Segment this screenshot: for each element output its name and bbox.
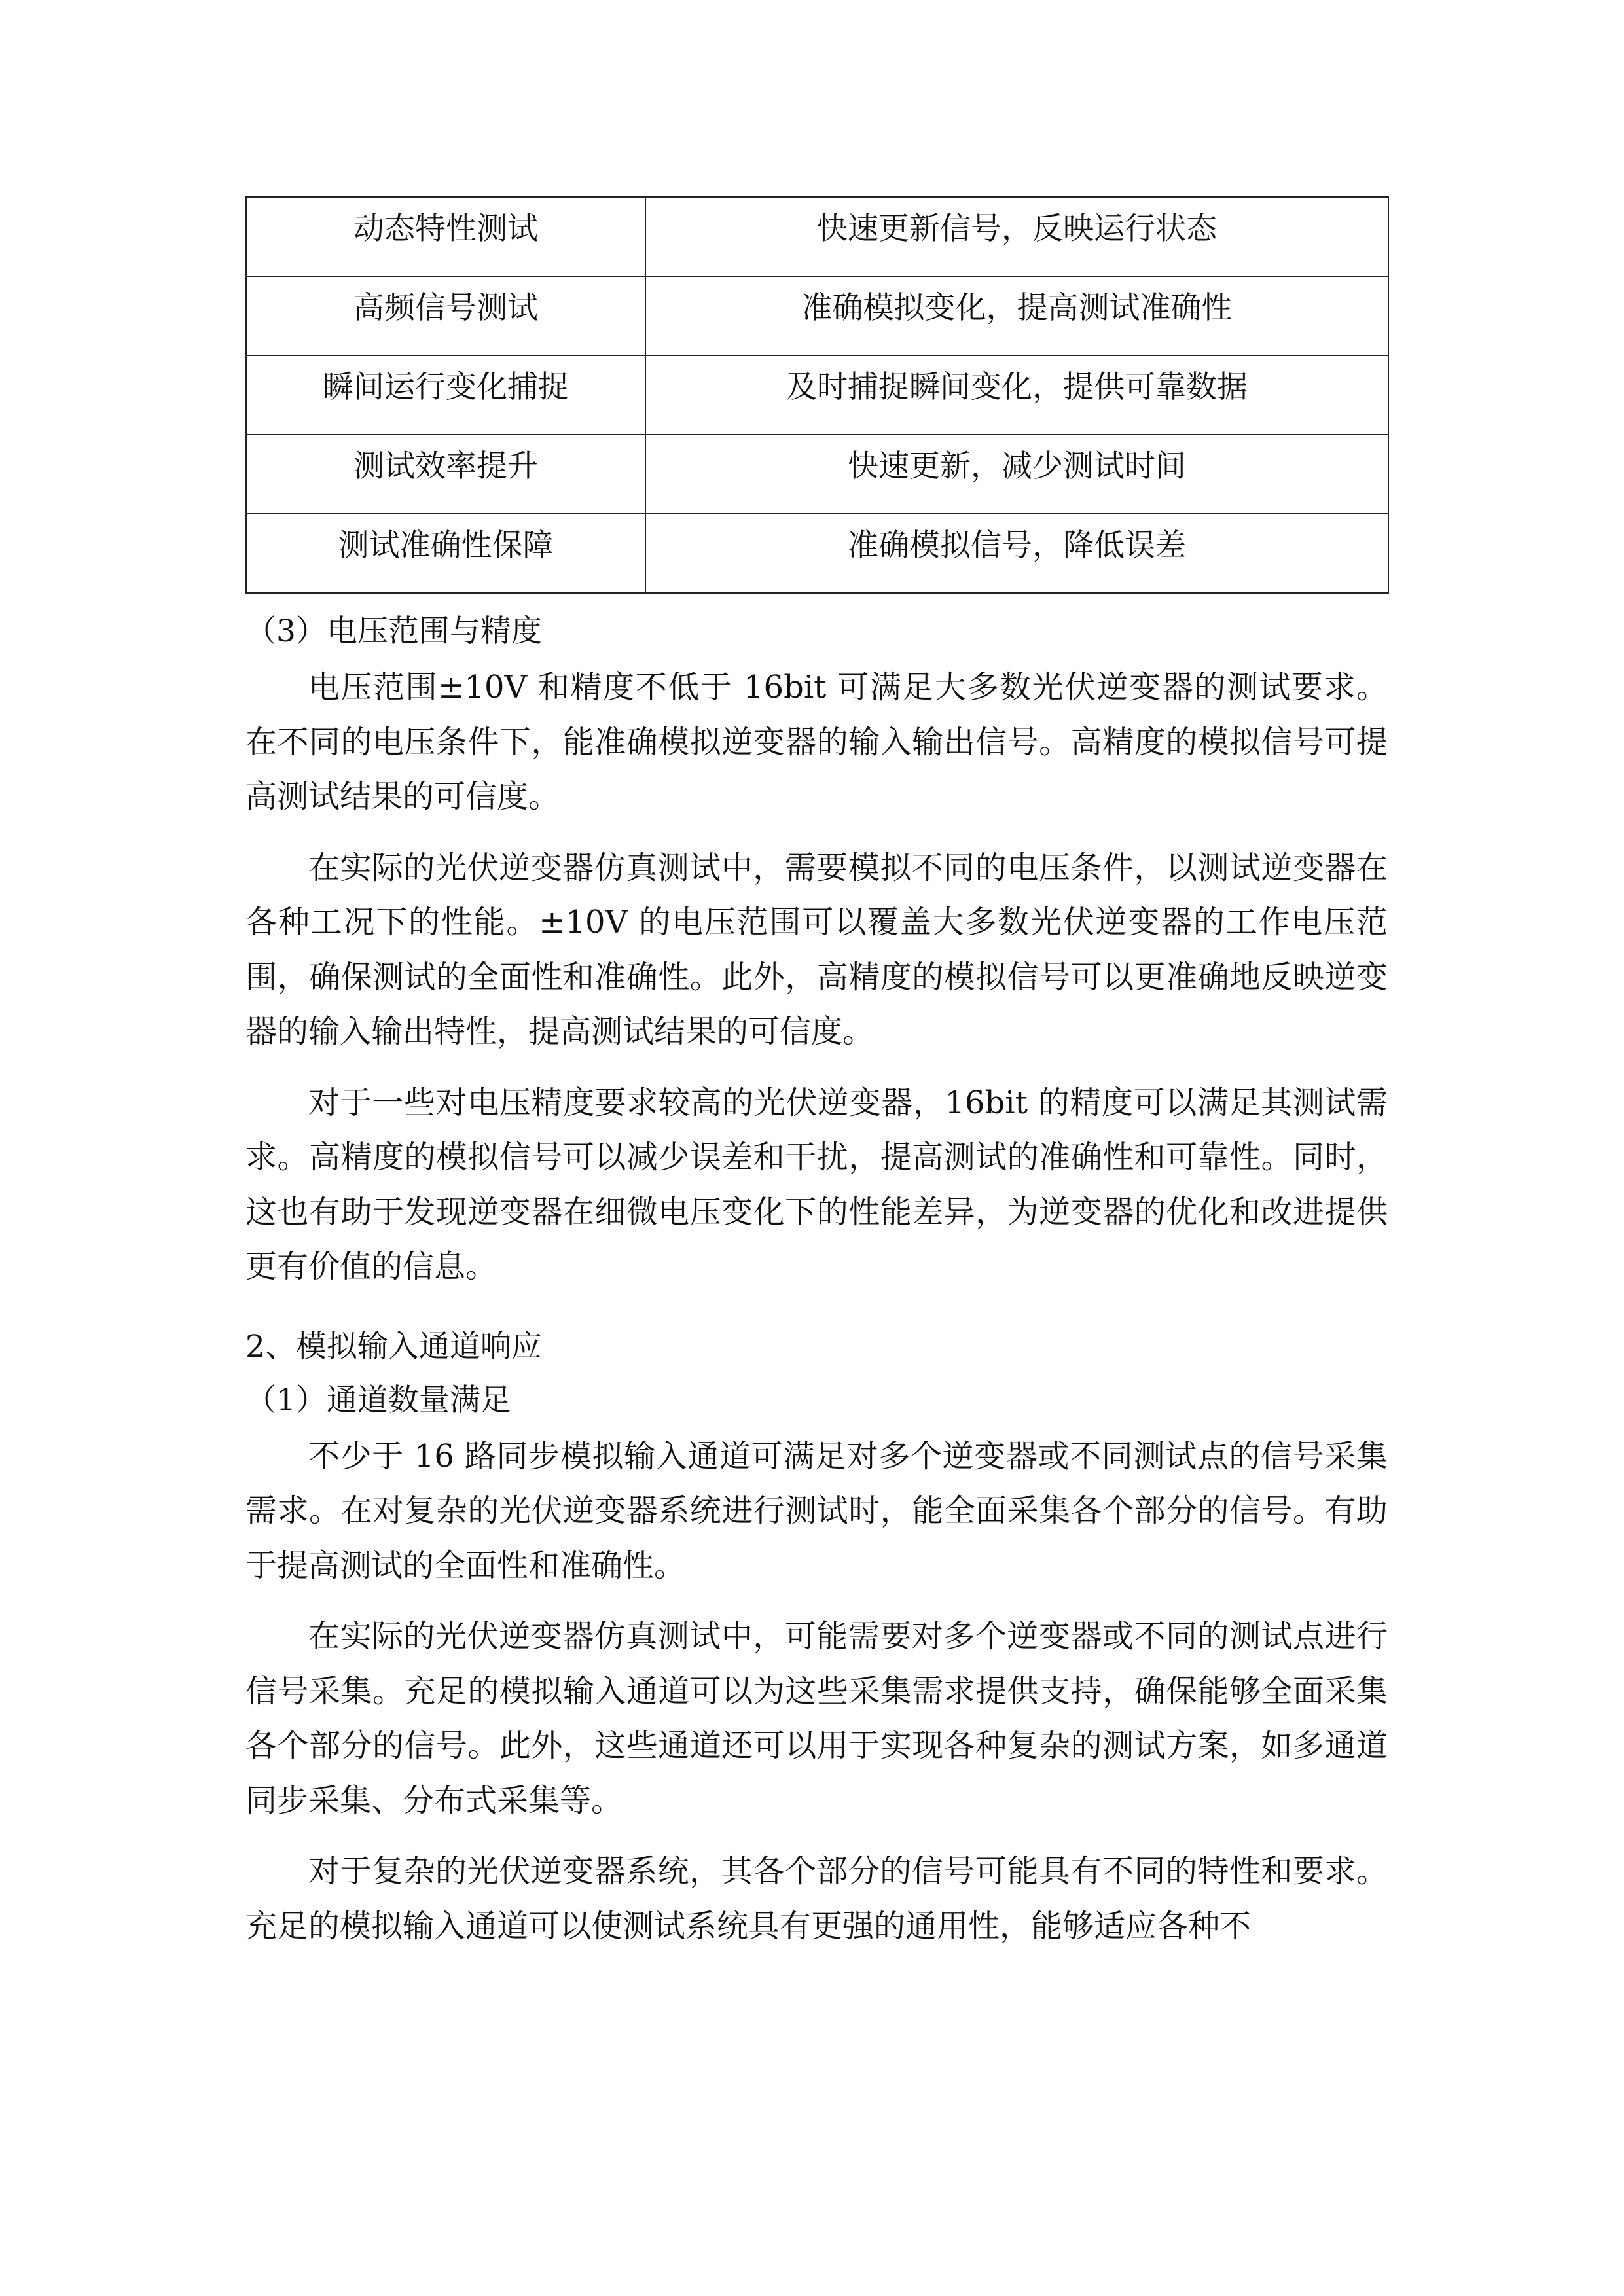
page-content <box>245 196 1388 1954</box>
section-heading-voltage: （3）电压范围与精度 <box>245 613 542 649</box>
paragraph: 电压范围±10V 和精度不低于 16bit 可满足大多数光伏逆变器的测试要求。在不同的电压条件下，能准确模拟逆变器的输入输出信号。高精度的模拟信号可提高测试结果的可信度。 <box>245 669 1388 815</box>
table-cell-effect: 快速更新，减少测试时间 <box>645 435 1388 514</box>
section-heading-analog-input: 2、模拟输入通道响应 <box>245 1328 542 1365</box>
table-cell-effect: 快速更新信号，反映运行状态 <box>645 197 1388 276</box>
table-cell-feature: 瞬间运行变化捕捉 <box>246 355 645 435</box>
table-row <box>246 197 1388 276</box>
table-row <box>246 514 1388 593</box>
table-cell-feature: 动态特性测试 <box>246 197 645 276</box>
paragraph: 对于复杂的光伏逆变器系统，其各个部分的信号可能具有不同的特性和要求。充足的模拟输入通道可以使测试系统具有更强的通用性，能够适应各种不 <box>245 1853 1388 1945</box>
table-cell-feature: 测试准确性保障 <box>246 514 645 593</box>
paragraph: 在实际的光伏逆变器仿真测试中，可能需要对多个逆变器或不同的测试点进行信号采集。充足的模拟输入通道可以为这些采集需求提供支持，确保能够全面采集各个部分的信号。此外，这些通道还可以用于实现各种复杂的测试方案，如多通道同步采集、分布式采集等。 <box>245 1618 1388 1819</box>
table-row <box>246 435 1388 514</box>
table-cell-feature: 测试效率提升 <box>246 435 645 514</box>
table-cell-effect: 及时捕捉瞬间变化，提供可靠数据 <box>645 355 1388 435</box>
table-row <box>246 276 1388 355</box>
paragraph: 在实际的光伏逆变器仿真测试中，需要模拟不同的电压条件，以测试逆变器在各种工况下的性能。±10V 的电压范围可以覆盖大多数光伏逆变器的工作电压范围，确保测试的全面性和准确性。此外，高精度的模拟信号可以更准确地反映逆变器的输入输出特性，提高测试结果的可信度。 <box>245 849 1388 1050</box>
paragraph: 不少于 16 路同步模拟输入通道可满足对多个逆变器或不同测试点的信号采集需求。在对复杂的光伏逆变器系统进行测试时，能全面采集各个部分的信号。有助于提高测试的全面性和准确性。 <box>245 1437 1388 1584</box>
table-row <box>246 355 1388 435</box>
table-cell-effect: 准确模拟信号，降低误差 <box>645 514 1388 593</box>
table-cell-effect: 准确模拟变化，提高测试准确性 <box>645 276 1388 355</box>
feature-table <box>245 196 1389 594</box>
table-cell-feature: 高频信号测试 <box>246 276 645 355</box>
subsection-heading-channel-count: （1）通道数量满足 <box>245 1382 511 1418</box>
paragraph: 对于一些对电压精度要求较高的光伏逆变器，16bit 的精度可以满足其测试需求。高精度的模拟信号可以减少误差和干扰，提高测试的准确性和可靠性。同时，这也有助于发现逆变器在细微电压变化下的性能差异，为逆变器的优化和改进提供更有价值的信息。 <box>245 1084 1388 1285</box>
